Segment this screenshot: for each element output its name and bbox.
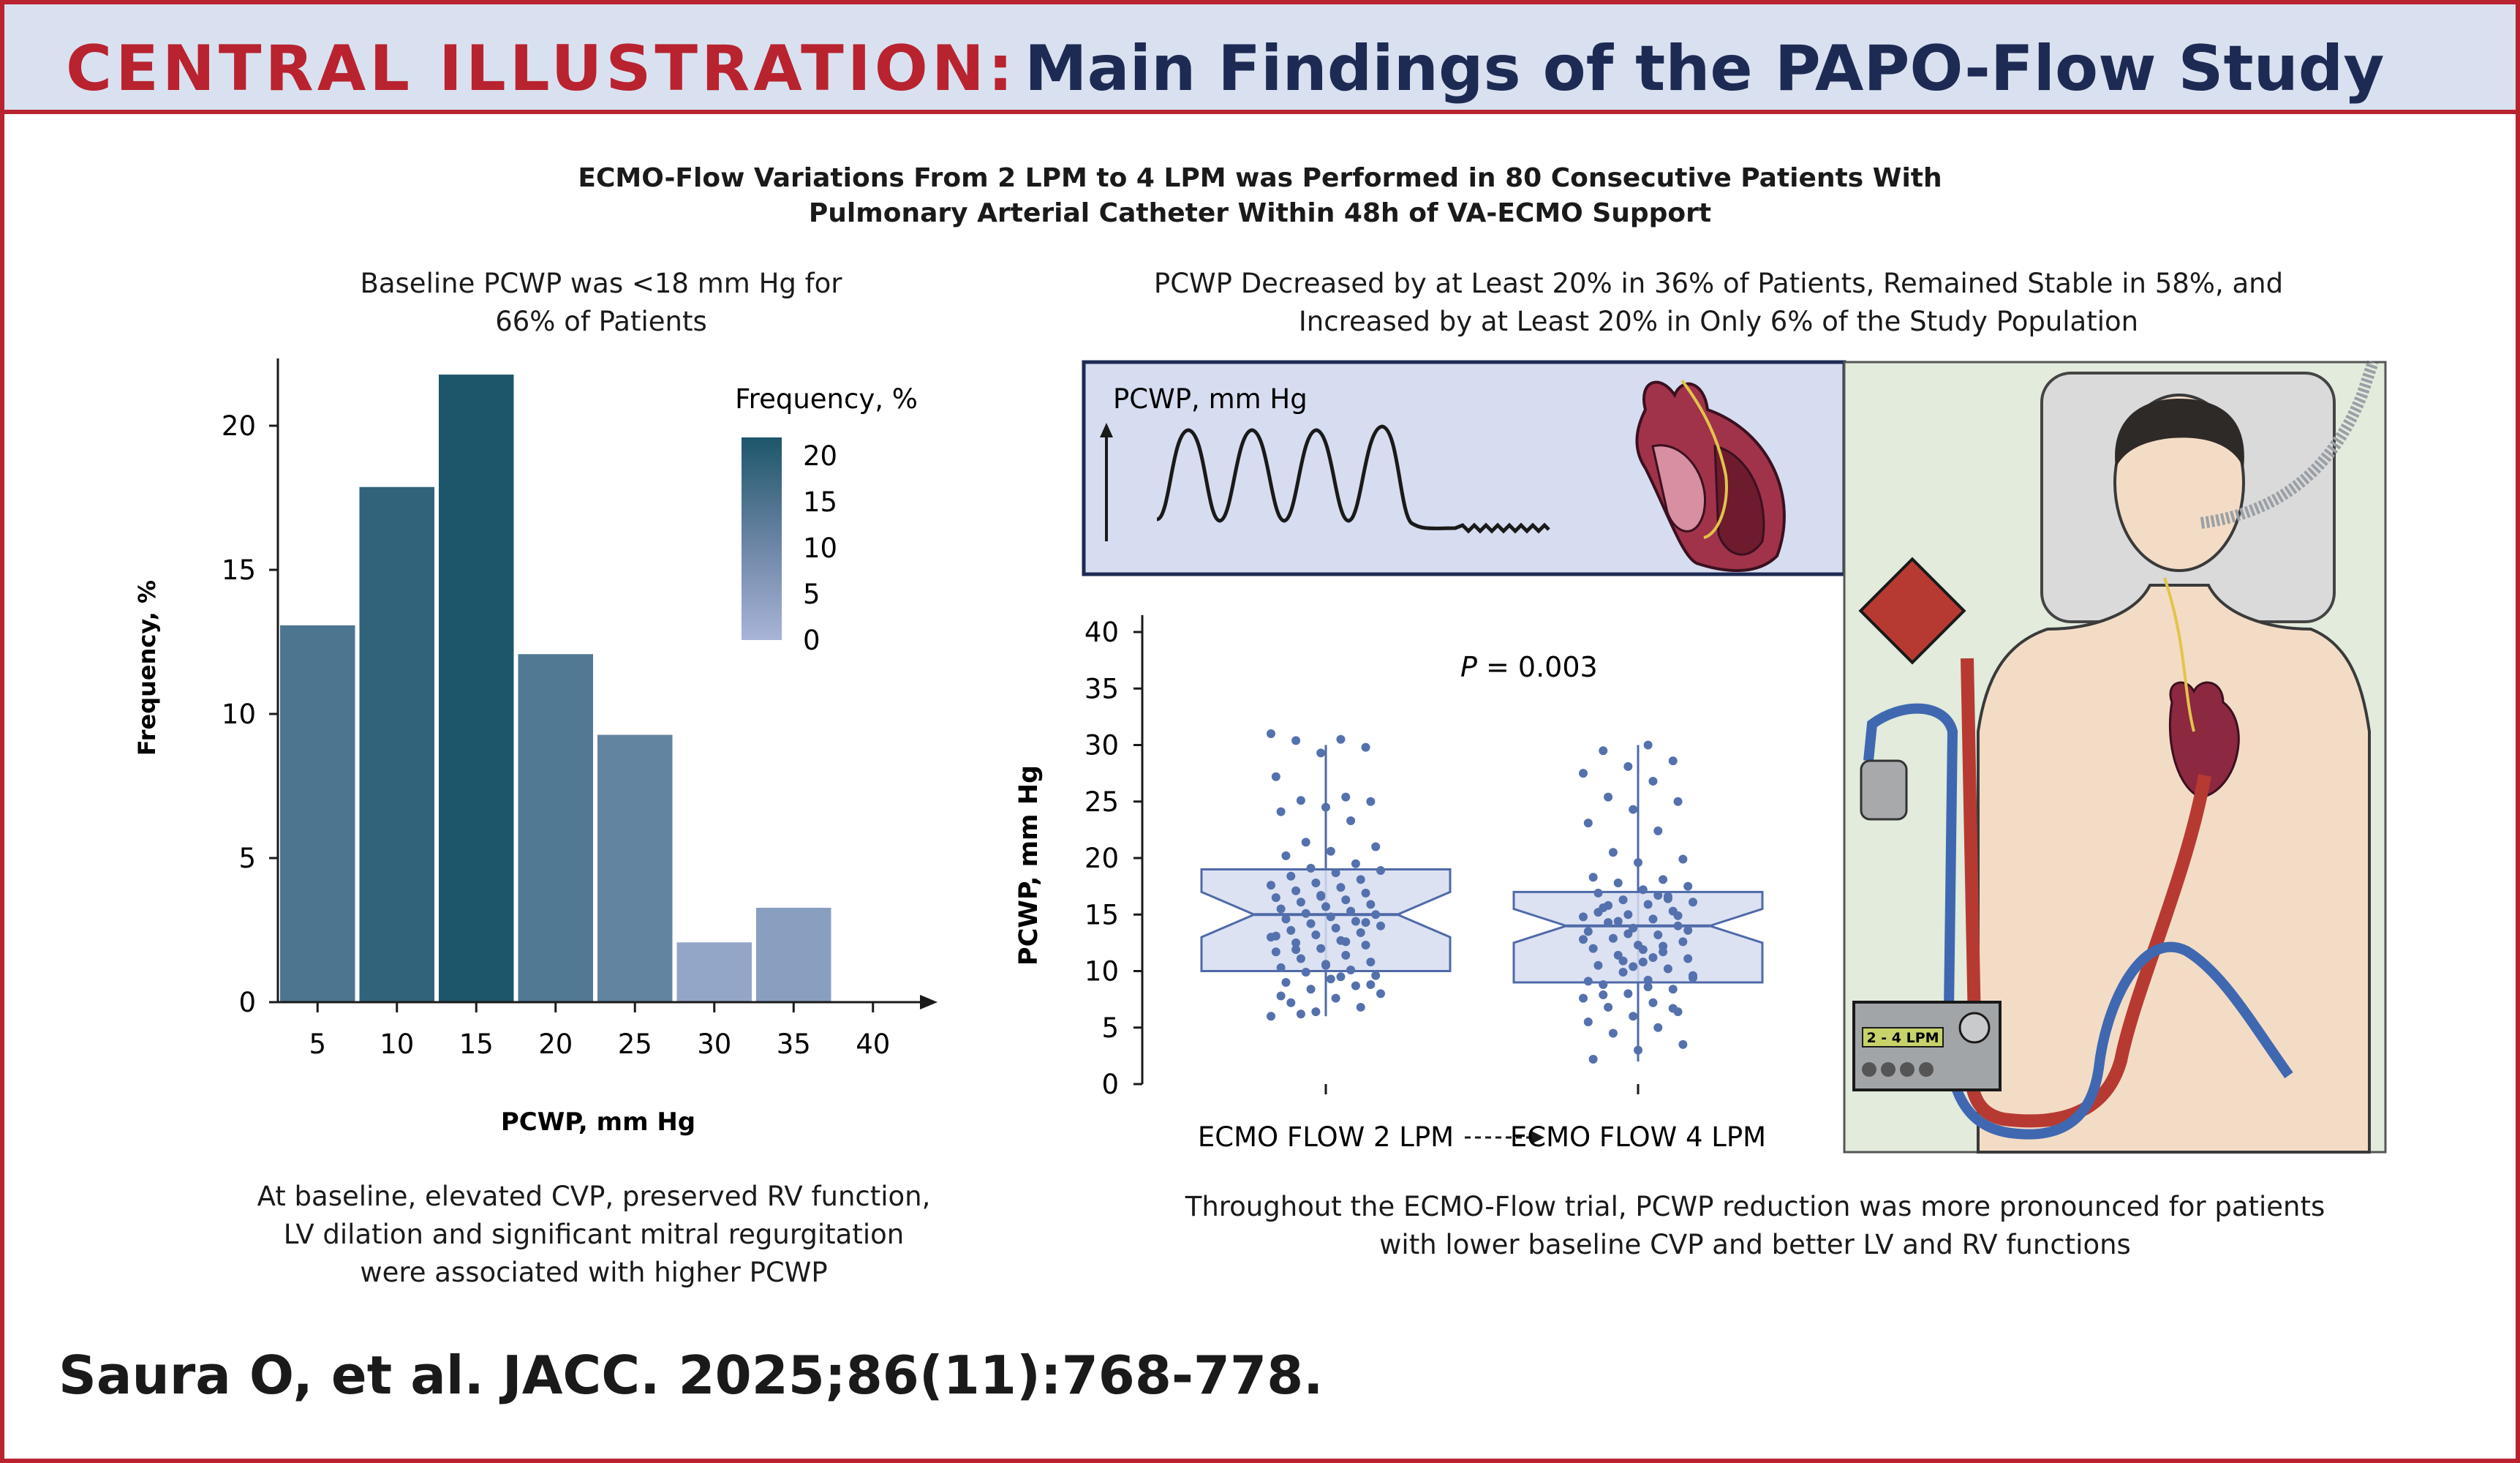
study-summary-line2: Pulmonary Arterial Catheter Within 48h of VA-ECMO Support bbox=[808, 198, 1712, 228]
boxplot-point bbox=[1593, 908, 1602, 917]
boxplot-point bbox=[1346, 816, 1355, 825]
pump-head bbox=[1861, 761, 1906, 819]
boxplot-point bbox=[1362, 743, 1370, 752]
boxplot-point bbox=[1267, 729, 1275, 738]
boxplot-point bbox=[1341, 895, 1350, 904]
boxplot-y-tick-label: 0 bbox=[1101, 1069, 1119, 1100]
boxplot-point bbox=[1277, 991, 1286, 1000]
boxplot-point bbox=[1653, 891, 1662, 900]
boxplot-point bbox=[1366, 958, 1375, 966]
boxplot-point bbox=[1669, 756, 1678, 765]
boxplot-point bbox=[1669, 1004, 1678, 1012]
boxplot-point bbox=[1357, 1003, 1365, 1012]
boxplot-point bbox=[1346, 907, 1355, 916]
boxplot-point bbox=[1674, 797, 1683, 806]
boxplot-point bbox=[1604, 793, 1612, 802]
boxplot-point bbox=[1327, 912, 1335, 921]
boxplot-point bbox=[1341, 937, 1350, 946]
boxplot-point bbox=[1579, 935, 1588, 944]
boxplot-point bbox=[1346, 966, 1355, 974]
boxplot-point bbox=[1653, 930, 1662, 939]
boxplot-point bbox=[1653, 1023, 1662, 1032]
histogram-x-tick-label: 5 bbox=[309, 1028, 327, 1060]
boxplot-point bbox=[1584, 927, 1593, 936]
left-caption-line1: At baseline, elevated CVP, preserved RV function, bbox=[257, 1181, 931, 1212]
boxplot-point bbox=[1609, 934, 1618, 943]
histogram-x-tick-label: 30 bbox=[697, 1028, 732, 1060]
boxplot-point bbox=[1614, 879, 1623, 887]
boxplot-point bbox=[1683, 955, 1692, 963]
legend-title: Frequency, % bbox=[735, 383, 918, 415]
boxplot-point bbox=[1623, 930, 1632, 939]
boxplot-point bbox=[1302, 968, 1310, 977]
boxplot-point bbox=[1376, 922, 1385, 930]
ecmo-console-readout: 2 - 4 LPM bbox=[1866, 1030, 1939, 1046]
legend-tick-label: 0 bbox=[803, 625, 820, 656]
boxplot-point bbox=[1272, 893, 1280, 902]
boxplot-point bbox=[1674, 922, 1683, 930]
legend-tick-label: 20 bbox=[803, 440, 838, 473]
patient-body bbox=[1978, 585, 2369, 1152]
boxplot-point bbox=[1316, 892, 1325, 901]
boxplot-point bbox=[1307, 864, 1316, 873]
x-label-4lpm: ECMO FLOW 4 LPM bbox=[1509, 1121, 1767, 1153]
boxplot-point bbox=[1644, 982, 1653, 991]
boxplot-y-tick-label: 35 bbox=[1084, 673, 1119, 705]
legend-tick-label: 5 bbox=[803, 579, 820, 611]
boxplot-point bbox=[1341, 793, 1350, 802]
p-value: P = 0.003 bbox=[1460, 651, 1598, 683]
boxplot-point bbox=[1371, 971, 1380, 980]
boxplot-point bbox=[1678, 937, 1687, 946]
boxplot-point bbox=[1316, 748, 1325, 757]
boxplot-point bbox=[1659, 875, 1667, 884]
boxplot-y-tick-label: 30 bbox=[1084, 729, 1119, 761]
boxplot-point bbox=[1664, 964, 1672, 973]
boxplot-point bbox=[1362, 918, 1370, 927]
histogram-x-tick-label: 15 bbox=[459, 1028, 494, 1060]
boxplot-point bbox=[1336, 883, 1345, 892]
histogram-y-tick-label: 15 bbox=[221, 554, 256, 586]
boxplot-point bbox=[1674, 911, 1683, 920]
right-caption-line1: Throughout the ECMO-Flow trial, PCWP reduction was more pronounced for patients bbox=[1185, 1191, 2325, 1222]
boxplot-point bbox=[1604, 918, 1612, 927]
ecmo-console-button bbox=[1900, 1062, 1914, 1077]
boxplot-box bbox=[1514, 892, 1762, 982]
boxplot-point bbox=[1644, 900, 1653, 909]
histogram-y-tick-label: 20 bbox=[221, 410, 256, 442]
boxplot-point bbox=[1362, 941, 1370, 949]
boxplot-point bbox=[1614, 917, 1623, 926]
right-caption-line2: with lower baseline CVP and better LV and RV functions bbox=[1379, 1229, 2131, 1260]
boxplot-point bbox=[1629, 805, 1637, 814]
boxplot-point bbox=[1357, 928, 1365, 937]
boxplot-point bbox=[1659, 942, 1667, 951]
boxplot-point bbox=[1272, 772, 1280, 781]
boxplot-point bbox=[1281, 914, 1290, 923]
histogram-x-tick-label: 25 bbox=[617, 1028, 652, 1060]
boxplot-point bbox=[1291, 887, 1300, 895]
ecmo-console-button bbox=[1881, 1062, 1895, 1077]
boxplot-point bbox=[1351, 982, 1360, 990]
boxplot-point bbox=[1351, 917, 1360, 926]
boxplot-point bbox=[1281, 851, 1290, 860]
header-label: CENTRAL ILLUSTRATION: bbox=[66, 32, 1017, 105]
ecmo-console-button bbox=[1862, 1062, 1876, 1077]
boxplot-y-tick-label: 25 bbox=[1084, 786, 1119, 818]
histogram-y-tick-label: 5 bbox=[238, 843, 256, 874]
boxplot-y-axis-label: PCWP, mm Hg bbox=[1014, 764, 1044, 966]
boxplot-point bbox=[1321, 960, 1330, 969]
histogram-x-tick-label: 40 bbox=[856, 1028, 891, 1060]
boxplot-point bbox=[1639, 885, 1648, 894]
boxplot-point bbox=[1376, 866, 1385, 875]
boxplot-y-tick-label: 40 bbox=[1084, 617, 1119, 648]
boxplot-point bbox=[1664, 895, 1672, 903]
boxplot-point bbox=[1623, 910, 1632, 919]
histogram-x-axis-label: PCWP, mm Hg bbox=[500, 1107, 696, 1137]
boxplot-point bbox=[1297, 1009, 1305, 1018]
boxplot-point bbox=[1623, 762, 1632, 771]
boxplot-box bbox=[1201, 869, 1450, 971]
left-caption-line3: were associated with higher PCWP bbox=[360, 1257, 828, 1288]
boxplot-point bbox=[1366, 797, 1375, 806]
boxplot-point bbox=[1302, 909, 1310, 918]
boxplot-point bbox=[1619, 957, 1628, 966]
boxplot-point bbox=[1297, 898, 1305, 906]
boxplot-point bbox=[1327, 974, 1335, 983]
boxplot-point bbox=[1332, 868, 1340, 877]
boxplot-point bbox=[1634, 858, 1642, 867]
boxplot-point bbox=[1267, 1012, 1275, 1020]
boxplot-point bbox=[1609, 1028, 1618, 1037]
boxplot-point bbox=[1311, 879, 1320, 887]
boxplot-point bbox=[1302, 838, 1310, 846]
boxplot-point bbox=[1678, 1040, 1687, 1049]
boxplot-point bbox=[1351, 860, 1360, 868]
boxplot-point bbox=[1327, 847, 1335, 856]
citation: Saura O, et al. JACC. 2025;86(11):768-778. bbox=[59, 1344, 1324, 1406]
boxplot-point bbox=[1321, 802, 1330, 811]
study-summary-line1: ECMO-Flow Variations From 2 LPM to 4 LPM was Performed in 80 Consecutive Patients With bbox=[578, 163, 1942, 193]
boxplot-point bbox=[1366, 900, 1375, 909]
boxplot-point bbox=[1272, 947, 1280, 956]
boxplot-point bbox=[1584, 977, 1593, 985]
boxplot-point bbox=[1609, 848, 1618, 857]
ecmo-console-button bbox=[1919, 1062, 1934, 1077]
pcwp-trace-label: PCWP, mm Hg bbox=[1113, 383, 1308, 415]
header-title: Main Findings of the PAPO-Flow Study bbox=[1025, 32, 2385, 105]
boxplot-point bbox=[1277, 905, 1286, 914]
patient-illustration bbox=[1844, 362, 2385, 1152]
boxplot-point bbox=[1579, 769, 1588, 778]
boxplot-point bbox=[1619, 968, 1628, 977]
boxplot-point bbox=[1307, 985, 1316, 993]
boxplot-point bbox=[1648, 914, 1657, 923]
boxplot-y-tick-label: 5 bbox=[1101, 1012, 1119, 1044]
boxplot-point bbox=[1589, 873, 1598, 881]
boxplot-point bbox=[1599, 980, 1607, 989]
boxplot-point bbox=[1332, 994, 1340, 1003]
boxplot-point bbox=[1599, 746, 1607, 755]
boxplot-point bbox=[1291, 945, 1300, 954]
legend-tick-label: 10 bbox=[803, 533, 838, 565]
boxplot-point bbox=[1648, 998, 1657, 1007]
boxplot-point bbox=[1604, 1003, 1612, 1012]
boxplot-point bbox=[1376, 989, 1385, 998]
boxplot-point bbox=[1362, 889, 1370, 898]
boxplot-point bbox=[1689, 974, 1697, 982]
histogram-y-axis-label: Frequency, % bbox=[133, 579, 161, 756]
ecmo-console-knob bbox=[1960, 1013, 1989, 1042]
boxplot-point bbox=[1297, 955, 1305, 963]
boxplot-point bbox=[1366, 980, 1375, 989]
boxplot-point bbox=[1683, 882, 1692, 891]
boxplot-point bbox=[1291, 736, 1300, 745]
boxplot-point bbox=[1336, 735, 1345, 744]
boxplot-point bbox=[1297, 796, 1305, 805]
boxplot-point bbox=[1321, 902, 1330, 911]
boxplot-point bbox=[1584, 1018, 1593, 1026]
legend-tick-label: 15 bbox=[803, 486, 838, 519]
boxplot-point bbox=[1623, 989, 1632, 998]
boxplot-point bbox=[1593, 889, 1602, 898]
boxplot-point bbox=[1589, 1055, 1598, 1064]
boxplot-point bbox=[1277, 808, 1286, 816]
boxplot-point bbox=[1286, 926, 1295, 935]
right-heading-line2: Increased by at Least 20% in Only 6% of the Study Population bbox=[1298, 306, 2139, 337]
boxplot-point bbox=[1307, 919, 1316, 928]
boxplot-point bbox=[1629, 1012, 1637, 1020]
boxplot-point bbox=[1311, 1007, 1320, 1016]
left-caption-line2: LV dilation and significant mitral regurgitation bbox=[283, 1219, 905, 1250]
boxplot-point bbox=[1648, 953, 1657, 962]
boxplot-point bbox=[1639, 945, 1648, 954]
boxplot-y-tick-label: 20 bbox=[1084, 843, 1119, 874]
boxplot-point bbox=[1316, 944, 1325, 953]
boxplot-point bbox=[1604, 901, 1612, 910]
boxplot-point bbox=[1639, 958, 1648, 966]
boxplot-point bbox=[1336, 972, 1345, 981]
x-label-2lpm: ECMO FLOW 2 LPM bbox=[1197, 1121, 1455, 1153]
boxplot-point bbox=[1357, 875, 1365, 884]
boxplot-point bbox=[1286, 998, 1295, 1007]
boxplot-point bbox=[1277, 963, 1286, 972]
boxplot-point bbox=[1589, 944, 1598, 953]
boxplot-point bbox=[1644, 741, 1653, 750]
histogram-x-tick-label: 20 bbox=[538, 1028, 573, 1060]
boxplot-point bbox=[1634, 1046, 1642, 1055]
histogram-x-tick-label: 35 bbox=[776, 1028, 811, 1060]
boxplot-point bbox=[1267, 881, 1275, 890]
boxplot-point bbox=[1593, 961, 1602, 970]
boxplot-point bbox=[1683, 926, 1692, 935]
histogram-x-tick-label: 10 bbox=[380, 1028, 415, 1060]
boxplot-point bbox=[1579, 994, 1588, 1003]
left-heading-line1: Baseline PCWP was <18 mm Hg for bbox=[360, 268, 842, 299]
boxplot-point bbox=[1599, 990, 1607, 999]
boxplot-point bbox=[1648, 777, 1657, 786]
boxplot-point bbox=[1584, 819, 1593, 827]
boxplot-point bbox=[1341, 951, 1350, 960]
boxplot-point bbox=[1371, 910, 1380, 919]
boxplot-point bbox=[1619, 895, 1628, 904]
histogram-y-tick-label: 0 bbox=[238, 987, 256, 1018]
boxplot-point bbox=[1272, 932, 1280, 941]
boxplot-point bbox=[1311, 930, 1320, 939]
histogram-y-tick-label: 10 bbox=[221, 699, 256, 730]
boxplot-y-tick-label: 10 bbox=[1084, 955, 1119, 988]
boxplot-point bbox=[1579, 912, 1588, 921]
boxplot-y-tick-label: 15 bbox=[1084, 899, 1119, 931]
boxplot-point bbox=[1689, 898, 1697, 906]
boxplot-point bbox=[1332, 924, 1340, 933]
boxplot-point bbox=[1653, 827, 1662, 835]
boxplot-point bbox=[1669, 985, 1678, 993]
boxplot-point bbox=[1371, 843, 1380, 851]
boxplot-point bbox=[1629, 962, 1637, 971]
right-heading-line1: PCWP Decreased by at Least 20% in 36% of Patients, Remained Stable in 58%, and bbox=[1153, 268, 2284, 299]
left-heading-line2: 66% of Patients bbox=[495, 306, 707, 337]
boxplot-point bbox=[1286, 872, 1295, 881]
boxplot-point bbox=[1281, 978, 1290, 987]
boxplot-point bbox=[1678, 855, 1687, 864]
